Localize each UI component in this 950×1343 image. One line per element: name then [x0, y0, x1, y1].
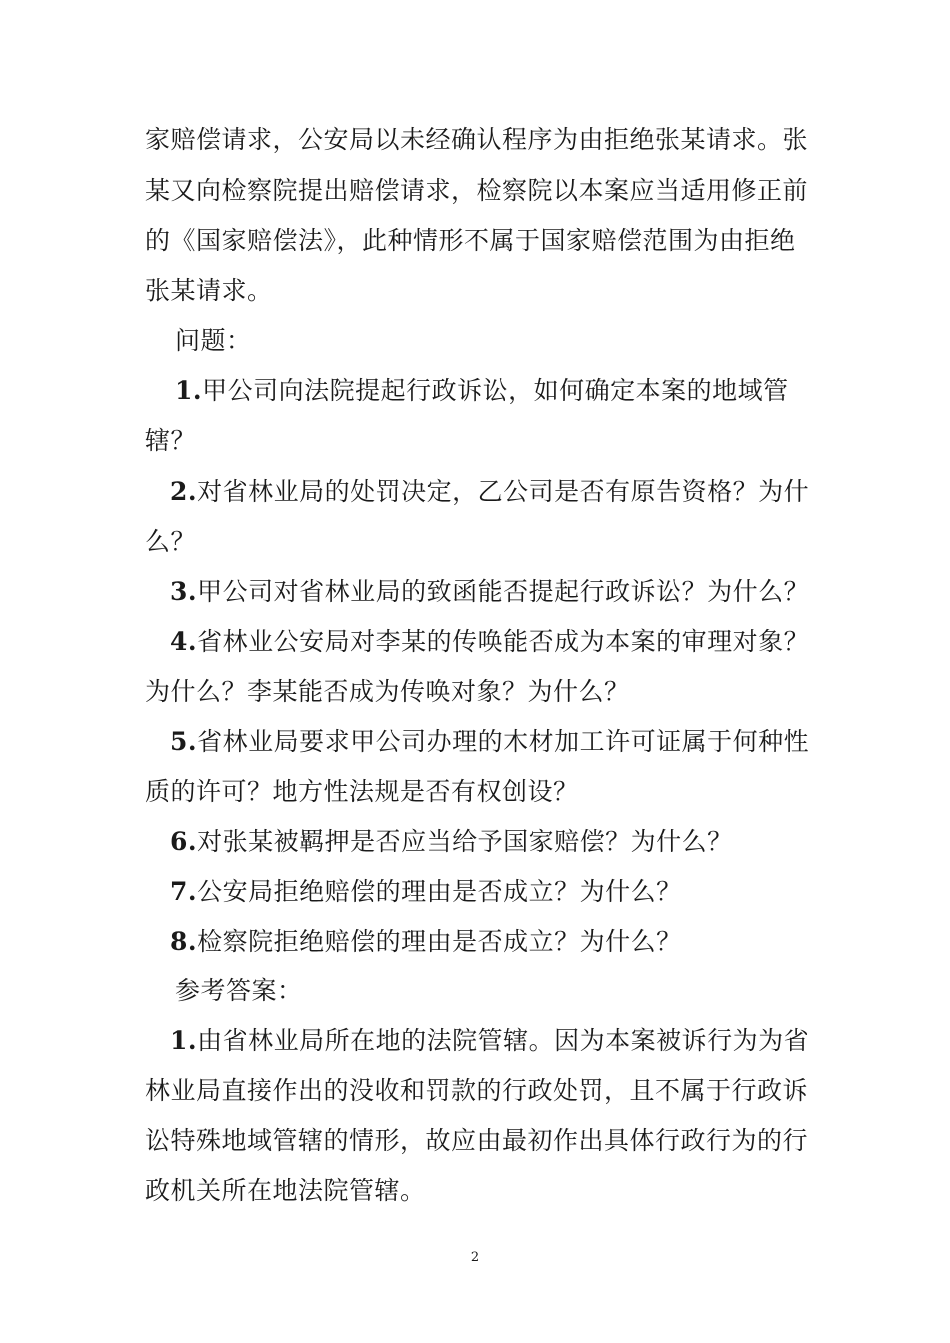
text-line: 的《国家赔偿法》，此种情形不属于国家赔偿范围为由拒绝: [145, 226, 796, 255]
question-2: 2.对省林业局的处罚决定，乙公司是否有原告资格？为什: [170, 477, 810, 506]
text-line: 张某请求。: [145, 276, 273, 305]
question-6: 6.对张某被羁押是否应当给予国家赔偿？为什么？: [170, 827, 733, 856]
item-number: 6.: [170, 827, 198, 856]
question-1: 1.甲公司向法院提起行政诉讼，如何确定本案的地域管: [175, 376, 789, 405]
item-number: 5.: [170, 727, 198, 756]
item-number: 1.: [175, 376, 203, 405]
text-line: 某又向检察院提出赔偿请求，检察院以本案应当适用修正前: [145, 176, 809, 205]
question-5-cont: 质的许可？地方性法规是否有权创设？: [145, 777, 579, 806]
item-number: 8.: [170, 927, 198, 956]
question-8: 8.检察院拒绝赔偿的理由是否成立？为什么？: [170, 927, 682, 956]
text-line: 家赔偿请求，公安局以未经确认程序为由拒绝张某请求。张: [145, 125, 809, 154]
question-4-cont: 为什么？李某能否成为传唤对象？为什么？: [145, 677, 630, 706]
item-number: 1.: [170, 1026, 198, 1055]
question-3: 3.甲公司对省林业局的致函能否提起行政诉讼？为什么？: [170, 577, 810, 606]
question-5: 5.省林业局要求甲公司办理的木材加工许可证属于何种性: [170, 727, 810, 756]
item-number: 3.: [170, 577, 198, 606]
answers-heading: 参考答案：: [175, 976, 303, 1005]
answer-1-cont: 讼特殊地域管辖的情形，故应由最初作出具体行政行为的行: [145, 1126, 809, 1155]
answer-1-cont: 政机关所在地法院管辖。: [145, 1176, 426, 1205]
question-2-cont: 么？: [145, 527, 197, 556]
question-1-cont: 辖？: [145, 426, 197, 455]
questions-heading: 问题：: [175, 326, 252, 355]
item-number: 4.: [170, 627, 198, 656]
question-7: 7.公安局拒绝赔偿的理由是否成立？为什么？: [170, 877, 682, 906]
item-number: 2.: [170, 477, 198, 506]
answer-1-cont: 林业局直接作出的没收和罚款的行政处罚，且不属于行政诉: [145, 1076, 809, 1105]
item-number: 7.: [170, 877, 198, 906]
question-4: 4.省林业公安局对李某的传唤能否成为本案的审理对象？: [170, 627, 810, 656]
page-number: 2: [470, 1250, 480, 1265]
answer-1: 1.由省林业局所在地的法院管辖。因为本案被诉行为为省: [170, 1026, 810, 1055]
